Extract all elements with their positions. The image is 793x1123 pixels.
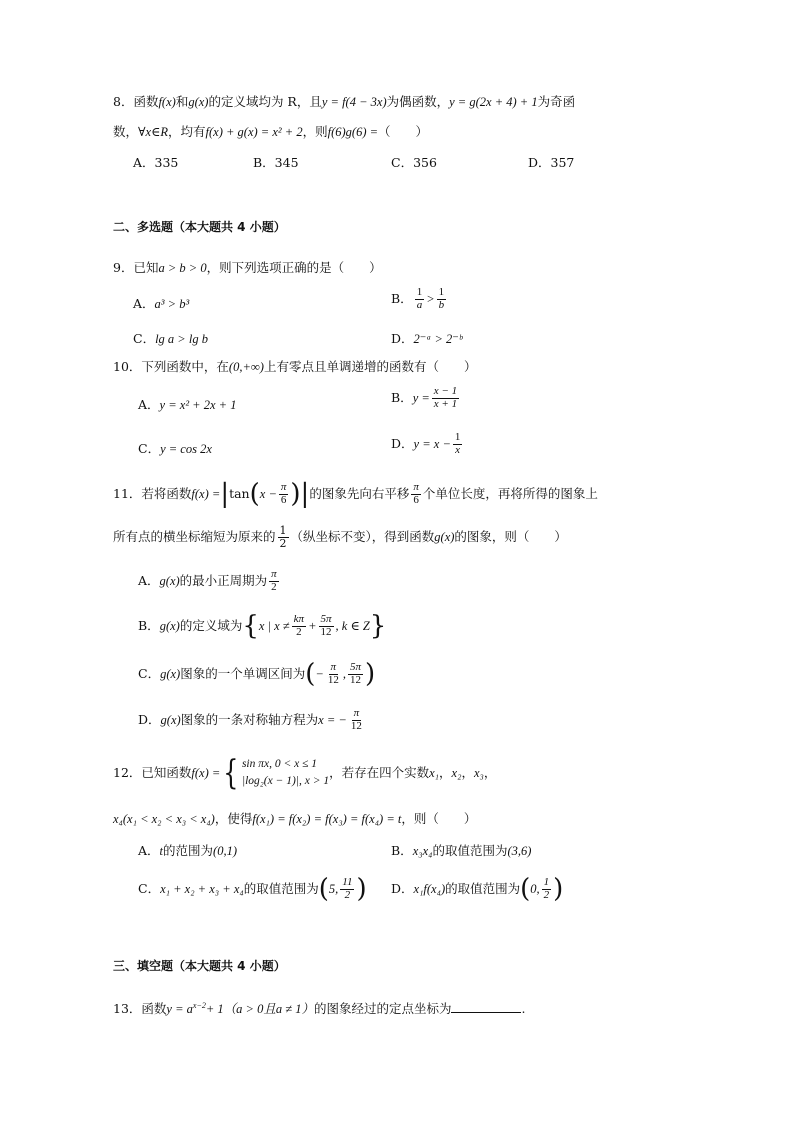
q11-option-b bbox=[138, 613, 386, 639]
q12-option-a bbox=[138, 843, 237, 859]
q12-a-range: (0,1) bbox=[213, 844, 237, 858]
q11-a-text: 的最小正周期为 bbox=[179, 572, 268, 588]
q11-b-k-frac bbox=[292, 614, 306, 638]
q12-suffix: ，若存在四个实数 bbox=[329, 764, 430, 780]
q8-eq: f(x) + g(x) = x² + 2 bbox=[205, 125, 303, 139]
q12-line2 bbox=[113, 811, 476, 827]
section-title-fill: 三、填空题（本大题共 4 小题） bbox=[113, 959, 286, 973]
q11-half-frac bbox=[278, 525, 289, 549]
q9-prefix: 9．已知 bbox=[113, 260, 159, 275]
q11-b-label: B． bbox=[138, 617, 160, 633]
q12-option-d bbox=[391, 876, 563, 902]
q9-option-b bbox=[391, 287, 448, 311]
paren-right: ) bbox=[356, 874, 367, 904]
q12-c-label: C． bbox=[138, 880, 161, 896]
q12-x1: x₁ bbox=[429, 765, 440, 780]
q12-l2a: x₄(x₁ < x₂ < x₃ < x₄) bbox=[113, 812, 215, 826]
q11-c-g: g(x) bbox=[160, 666, 181, 681]
q12-d-text: 的取值范围为 bbox=[445, 880, 521, 896]
q12-option-b bbox=[391, 843, 531, 859]
paren-left: ( bbox=[520, 874, 531, 904]
q11-d-text: 图象的一条对称轴方程为 bbox=[180, 711, 319, 727]
q13-stem bbox=[113, 1000, 525, 1017]
cases-brace: { bbox=[223, 753, 239, 793]
q9-cond: a > b > 0 bbox=[158, 261, 207, 275]
q12-b-label: B． bbox=[391, 843, 413, 858]
frac-den: 2 bbox=[296, 625, 302, 638]
frac-num: kπ bbox=[293, 612, 305, 625]
q8-l2c: ，则 bbox=[302, 124, 328, 139]
q11-d-label: D． bbox=[138, 711, 161, 727]
frac-den: 2 bbox=[271, 580, 277, 593]
answer-blank[interactable] bbox=[451, 1000, 521, 1013]
q11-d-frac bbox=[349, 708, 364, 732]
q10-prefix: 10．下列函数中，在 bbox=[113, 359, 229, 374]
q8-odd: 为奇函 bbox=[537, 94, 576, 109]
q8-option-c: C．356 bbox=[391, 155, 437, 170]
q12-x2: x₂ bbox=[451, 765, 462, 780]
q12-case2: |log₂(x − 1)|, x > 1 bbox=[241, 775, 330, 787]
q8-forall: ∀x∈R bbox=[138, 125, 168, 139]
frac-den: b bbox=[438, 298, 445, 311]
q12-prefix: 12．已知函数 bbox=[113, 764, 192, 780]
frac-den: 2 bbox=[543, 888, 550, 901]
frac-den: 12 bbox=[320, 625, 332, 638]
q10-d-label: D． bbox=[391, 435, 414, 451]
q10-suffix: 上有零点且单调递增的函数有（ ） bbox=[263, 359, 477, 374]
q11-b-text: 的定义域为 bbox=[179, 617, 243, 633]
q11-prefix: 11．若将函数 bbox=[113, 485, 192, 501]
q11-l2-prefix: 所有点的横坐标缩短为原来的 bbox=[113, 528, 276, 544]
q9-b-label: B． bbox=[391, 290, 413, 306]
q11-d-eq: x = − bbox=[318, 712, 347, 727]
abs-bar-left: | bbox=[220, 479, 230, 509]
q10-b-label: B． bbox=[391, 389, 413, 405]
frac-den: 12 bbox=[350, 719, 362, 732]
frac-num: 5π bbox=[320, 612, 332, 625]
q12-a-label: A． bbox=[138, 843, 160, 858]
q10-b-frac bbox=[432, 386, 459, 410]
q8-even: 为偶函数， bbox=[386, 94, 450, 109]
q11-l2-suffix: 的图象，则（ ） bbox=[454, 528, 567, 544]
q12-b-expr: x₃x₄ bbox=[412, 844, 433, 858]
q9-option-a bbox=[133, 296, 189, 312]
q9-option-c bbox=[133, 331, 208, 347]
q12-d-label: D． bbox=[391, 880, 414, 896]
q13-func-tail: + 1 bbox=[205, 1002, 224, 1016]
q11-c-frac-b bbox=[348, 662, 363, 686]
q8-g: g(x) bbox=[188, 95, 209, 109]
q11-a-label: A． bbox=[138, 572, 160, 588]
frac-num: π bbox=[413, 480, 419, 493]
q12-c2: ， bbox=[461, 764, 474, 780]
q9-b-frac-right bbox=[437, 287, 447, 311]
q12-option-c bbox=[138, 876, 367, 902]
frac-num: 5π bbox=[349, 660, 361, 673]
q11-l2-mid: （纵坐标不变），得到函数 bbox=[290, 528, 435, 544]
q10-a-expr: y = x² + 2x + 1 bbox=[159, 398, 237, 412]
q11-c-text: 图象的一个单调区间为 bbox=[180, 665, 306, 681]
q13-func: y = a bbox=[166, 1002, 193, 1016]
paren-left: ( bbox=[318, 874, 329, 904]
q11-line2 bbox=[113, 525, 567, 549]
q8-paren: （ ） bbox=[378, 124, 429, 139]
q10-d-lhs: y = x − bbox=[413, 436, 451, 451]
q9-option-d bbox=[391, 331, 462, 347]
q11-option-a bbox=[138, 569, 281, 593]
q13-suffix: 的图象经过的定点坐标为 bbox=[313, 1001, 452, 1016]
q10-b-lhs: y = bbox=[412, 390, 430, 405]
q12-line1 bbox=[113, 753, 497, 793]
frac-num: x − 1 bbox=[433, 385, 458, 397]
q8-option-d: D．357 bbox=[528, 155, 575, 170]
q10-option-b bbox=[391, 386, 461, 410]
abs-bar-right: | bbox=[300, 479, 310, 509]
q8-l2a: 数， bbox=[113, 124, 139, 139]
paren-right: ) bbox=[290, 479, 301, 509]
paren-right: ) bbox=[553, 874, 564, 904]
frac-den: 2 bbox=[344, 888, 351, 901]
q12-c-lo: 5, bbox=[328, 881, 339, 896]
frac-den: 12 bbox=[327, 673, 339, 686]
q12-l2c: ，则（ ） bbox=[401, 811, 477, 826]
q10-option-a bbox=[138, 397, 236, 413]
q13-exp: x−2 bbox=[192, 1000, 206, 1010]
q8-option-b: B．345 bbox=[253, 155, 299, 170]
frac-den: 2 bbox=[279, 536, 287, 550]
q8-cond2: y = g(2x + 4) + 1 bbox=[449, 95, 538, 109]
q9-suffix: ，则下列选项正确的是（ ） bbox=[206, 260, 382, 275]
q12-c-expr: x₁ + x₂ + x₃ + x₄ bbox=[160, 881, 244, 896]
q12-c-frac bbox=[340, 877, 354, 901]
q10-option-d bbox=[391, 432, 464, 456]
q12-fx: f(x) = bbox=[191, 765, 221, 780]
q11-b-set-b: , k ∈ Z bbox=[335, 618, 370, 633]
q8-l2b: ，均有 bbox=[168, 124, 206, 139]
q11-line1 bbox=[113, 481, 598, 507]
q11-b-g: g(x) bbox=[159, 618, 180, 633]
q12-a-text: 的范围为 bbox=[163, 843, 214, 858]
q11-suffix: 个单位长度，再将所得的图象上 bbox=[422, 485, 598, 501]
q13-cond: （a > 0且a ≠ 1） bbox=[223, 1002, 314, 1016]
q11-tan: tan bbox=[229, 485, 250, 501]
q9-c-label: C． bbox=[133, 331, 156, 346]
paren-left: ( bbox=[305, 659, 316, 689]
q8-prefix: 8．函数 bbox=[113, 94, 159, 109]
q10-stem bbox=[113, 359, 476, 375]
q12-c-text: 的取值范围为 bbox=[243, 880, 319, 896]
q10-a-label: A． bbox=[138, 397, 160, 412]
q9-d-expr: 2⁻ᵃ > 2⁻ᵇ bbox=[413, 332, 463, 346]
q11-c-minus: − bbox=[315, 666, 324, 681]
q11-gx: g(x) bbox=[434, 529, 455, 544]
frac-den: 6 bbox=[413, 493, 419, 506]
q8-cond1: y = f(4 − 3x) bbox=[321, 95, 387, 109]
paren-left: ( bbox=[249, 479, 260, 509]
q8-option-a: A．335 bbox=[133, 155, 179, 170]
q9-a-expr: a³ > b³ bbox=[154, 297, 190, 311]
frac-den: x bbox=[455, 443, 461, 456]
q11-shift-frac bbox=[411, 482, 421, 506]
frac-num: 1 bbox=[543, 875, 550, 888]
q8-ask: f(6)g(6) = bbox=[327, 125, 379, 139]
q11-b-plus: + bbox=[308, 618, 317, 633]
frac-num: 1 bbox=[454, 431, 461, 443]
q12-b-text: 的取值范围为 bbox=[432, 843, 508, 858]
q11-mid: 的图象先向右平移 bbox=[309, 485, 410, 501]
q12-cases bbox=[242, 756, 329, 789]
q12-case1: sin πx, 0 < x ≤ 1 bbox=[241, 758, 318, 771]
brace-left: { bbox=[242, 611, 259, 641]
q9-b-op: > bbox=[426, 291, 435, 306]
q9-d-label: D． bbox=[391, 331, 414, 346]
q12-c1: ， bbox=[439, 764, 452, 780]
q13-end: . bbox=[521, 1001, 526, 1016]
q11-x-minus: x − bbox=[259, 486, 277, 501]
q10-d-frac bbox=[453, 432, 463, 456]
q12-d-lo: 0, bbox=[530, 881, 540, 896]
frac-num: π bbox=[271, 568, 277, 580]
q10-c-expr: y = cos 2x bbox=[160, 442, 212, 456]
q9-b-frac-left bbox=[415, 287, 425, 311]
paren-right: ) bbox=[364, 659, 376, 689]
q8-f: f(x) bbox=[158, 95, 176, 109]
q11-pi6-frac bbox=[279, 482, 289, 506]
section-title-multi: 二、多选题（本大题共 4 小题） bbox=[113, 220, 286, 234]
frac-den: 6 bbox=[280, 493, 287, 506]
q12-d-expr: x₁f(x₄) bbox=[413, 881, 446, 896]
q11-c-comma: , bbox=[342, 666, 346, 681]
q12-l2eq: f(x₁) = f(x₂) = f(x₃) = f(x₄) = t bbox=[252, 812, 402, 826]
q9-stem bbox=[113, 260, 382, 276]
q11-a-g: g(x) bbox=[159, 573, 180, 588]
q8-line2 bbox=[113, 124, 428, 140]
frac-num: π bbox=[330, 660, 337, 673]
q12-a-t: t bbox=[159, 844, 164, 858]
q12-b-range: (3,6) bbox=[507, 844, 532, 858]
q11-fx: f(x) = bbox=[191, 486, 221, 501]
q11-b-set-a: x | x ≠ bbox=[258, 618, 290, 633]
q11-a-frac bbox=[269, 569, 279, 593]
brace-right: } bbox=[369, 611, 387, 641]
frac-num: 1 bbox=[279, 524, 287, 537]
q12-d-frac bbox=[542, 877, 552, 901]
frac-num: 1 bbox=[416, 286, 423, 298]
frac-num: π bbox=[353, 707, 360, 719]
q11-option-c bbox=[138, 661, 375, 687]
frac-num: π bbox=[280, 480, 287, 493]
q8-line1 bbox=[113, 94, 575, 110]
frac-num: 11 bbox=[342, 875, 353, 888]
q8-and: 和 bbox=[175, 94, 189, 109]
frac-num: 1 bbox=[438, 286, 445, 298]
q10-option-c bbox=[138, 441, 212, 457]
q8-mid: 的定义域均为 R，且 bbox=[208, 94, 322, 109]
frac-den: x + 1 bbox=[433, 397, 458, 410]
q11-d-g: g(x) bbox=[160, 712, 181, 727]
q10-c-label: C． bbox=[138, 441, 161, 456]
frac-den: 12 bbox=[349, 673, 361, 686]
q11-c-frac-a bbox=[326, 662, 341, 686]
q12-l2b: ，使得 bbox=[214, 811, 253, 826]
q11-c-label: C． bbox=[138, 665, 161, 681]
q12-c3: ， bbox=[483, 764, 497, 780]
q12-x3: x₃ bbox=[473, 765, 484, 780]
q11-option-d bbox=[138, 708, 366, 732]
q11-b-5-frac bbox=[319, 614, 334, 638]
q13-prefix: 13．函数 bbox=[113, 1001, 167, 1016]
frac-den: a bbox=[416, 298, 423, 311]
q9-a-label: A． bbox=[133, 296, 155, 311]
q9-c-expr: lg a > lg b bbox=[155, 332, 208, 346]
q10-interval: (0,+∞) bbox=[228, 360, 264, 374]
